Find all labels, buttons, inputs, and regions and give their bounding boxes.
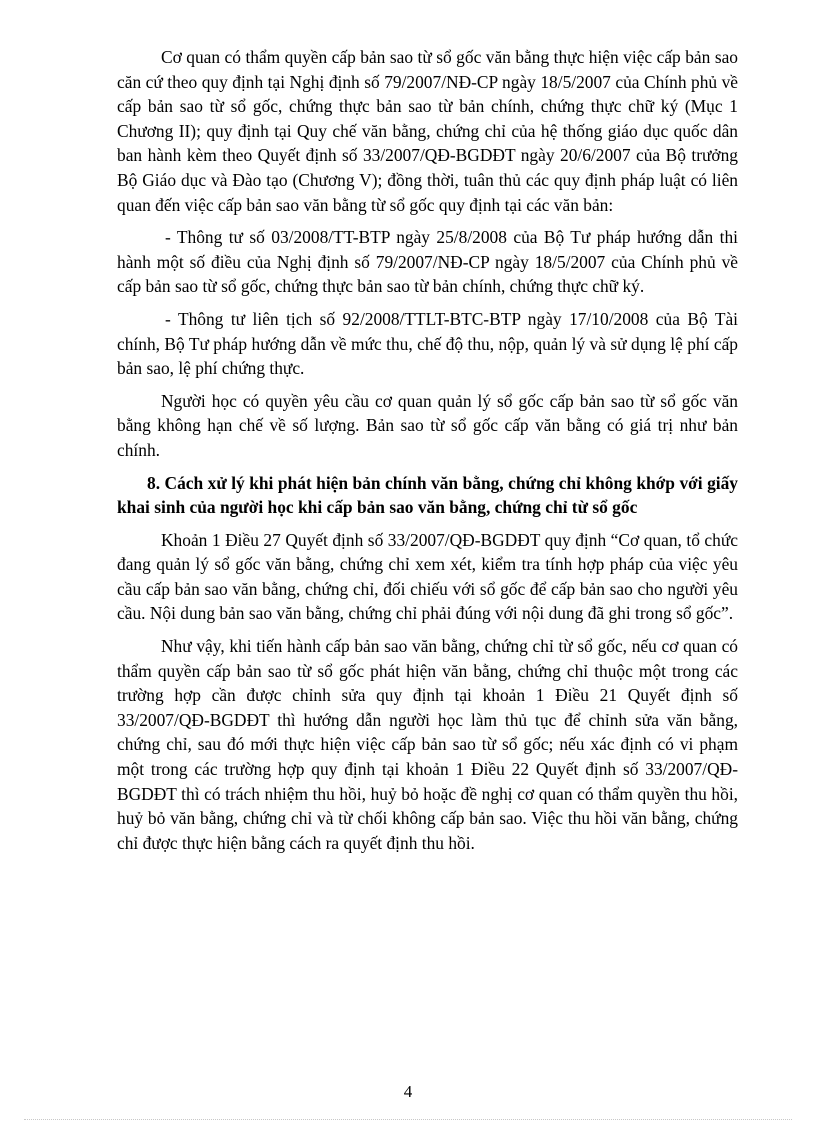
bullet-circular-92-2008: - Thông tư liên tịch số 92/2008/TTLT-BTC-BTP ngày 17/10/2008 của Bộ Tài chính, Bộ Tư pháp hướng dẫn về mức thu, chế độ thu, nộp, quản lý và sử dụng lệ phí cấp bản sao, lệ phí chứng thực. [117, 308, 738, 379]
page-number: 4 [403, 1082, 413, 1101]
paragraph-clause-27: Khoản 1 Điều 27 Quyết định số 33/2007/QĐ-BGDĐT quy định “Cơ quan, tổ chức đang quản lý sổ gốc văn bằng, chứng chỉ xem xét, kiểm tra tính hợp pháp của việc yêu cầu cấp bản sao văn bằng, chứng chỉ, đối chiếu với sổ gốc để cấp bản sao cho người yêu cầu. Nội dung bản sao văn bằng, chứng chỉ phải đúng với nội dung đã ghi trong sổ gốc”. [117, 529, 738, 624]
bullet-circular-03-2008: - Thông tư số 03/2008/TT-BTP ngày 25/8/2008 của Bộ Tư pháp hướng dẫn thi hành một số điều của Nghị định số 79/2007/NĐ-CP ngày 18/5/2007 của Chính phủ về cấp bản sao từ sổ gốc, chứng thực bản sao từ bản chính, chứng thực chữ ký. [117, 227, 738, 297]
document-body [117, 45, 738, 855]
paragraph-learner-rights: Người học có quyền yêu cầu cơ quan quản lý sổ gốc cấp bản sao từ sổ gốc văn bằng không hạn chế về số lượng. Bản sao từ sổ gốc cấp văn bằng có giá trị như bản chính. [117, 390, 738, 460]
paragraph-procedure: Như vậy, khi tiến hành cấp bản sao văn bằng, chứng chỉ từ sổ gốc, nếu cơ quan có thẩm quyền cấp bản sao từ sổ gốc phát hiện văn bằng, chứng chỉ thuộc một trong các trường hợp cần được chỉnh sửa quy định tại khoản 1 Điều 21 Quyết định số 33/2007/QĐ-BGDĐT thì hướng dẫn người học làm thủ tục để chỉnh sửa văn bằng, chứng chỉ, sau đó mới thực hiện việc cấp bản sao từ sổ gốc; nếu xác định có vi phạm một trong các trường hợp quy định tại khoản 1 Điều 22 Quyết định số 33/2007/QĐ-BGDĐT thì có trách nhiệm thu hồi, huỷ bỏ hoặc đề nghị cơ quan có thẩm quyền thu hồi, huỷ bỏ văn bằng, chứng chỉ và từ chối không cấp bản sao. Việc thu hồi văn bằng, chứng chỉ được thực hiện bằng cách ra quyết định thu hồi. [117, 636, 738, 853]
section-heading-8: 8. Cách xử lý khi phát hiện bản chính văn bằng, chứng chỉ không khớp với giấy khai sinh của người học khi cấp bản sao văn bằng, chứng chỉ từ sổ gốc [117, 472, 738, 518]
page-edge-divider [24, 1119, 792, 1120]
paragraph-legal-basis: Cơ quan có thẩm quyền cấp bản sao từ sổ gốc văn bằng thực hiện việc cấp bản sao căn cứ theo quy định tại Nghị định số 79/2007/NĐ-CP ngày 18/5/2007 của Chính phủ về cấp bản sao từ sổ gốc, chứng thực bản sao từ bản chính, chứng thực chữ ký (Mục 1 Chương II); quy định tại Quy chế văn bằng, chứng chỉ của hệ thống giáo dục quốc dân ban hành kèm theo Quyết định số 33/2007/QĐ-BGDĐT ngày 20/6/2007 của Bộ trưởng Bộ Giáo dục và Đào tạo (Chương V); đồng thời, tuân thủ các quy định pháp luật có liên quan đến việc cấp bản sao văn bằng từ sổ gốc quy định tại các văn bản: [117, 47, 738, 215]
